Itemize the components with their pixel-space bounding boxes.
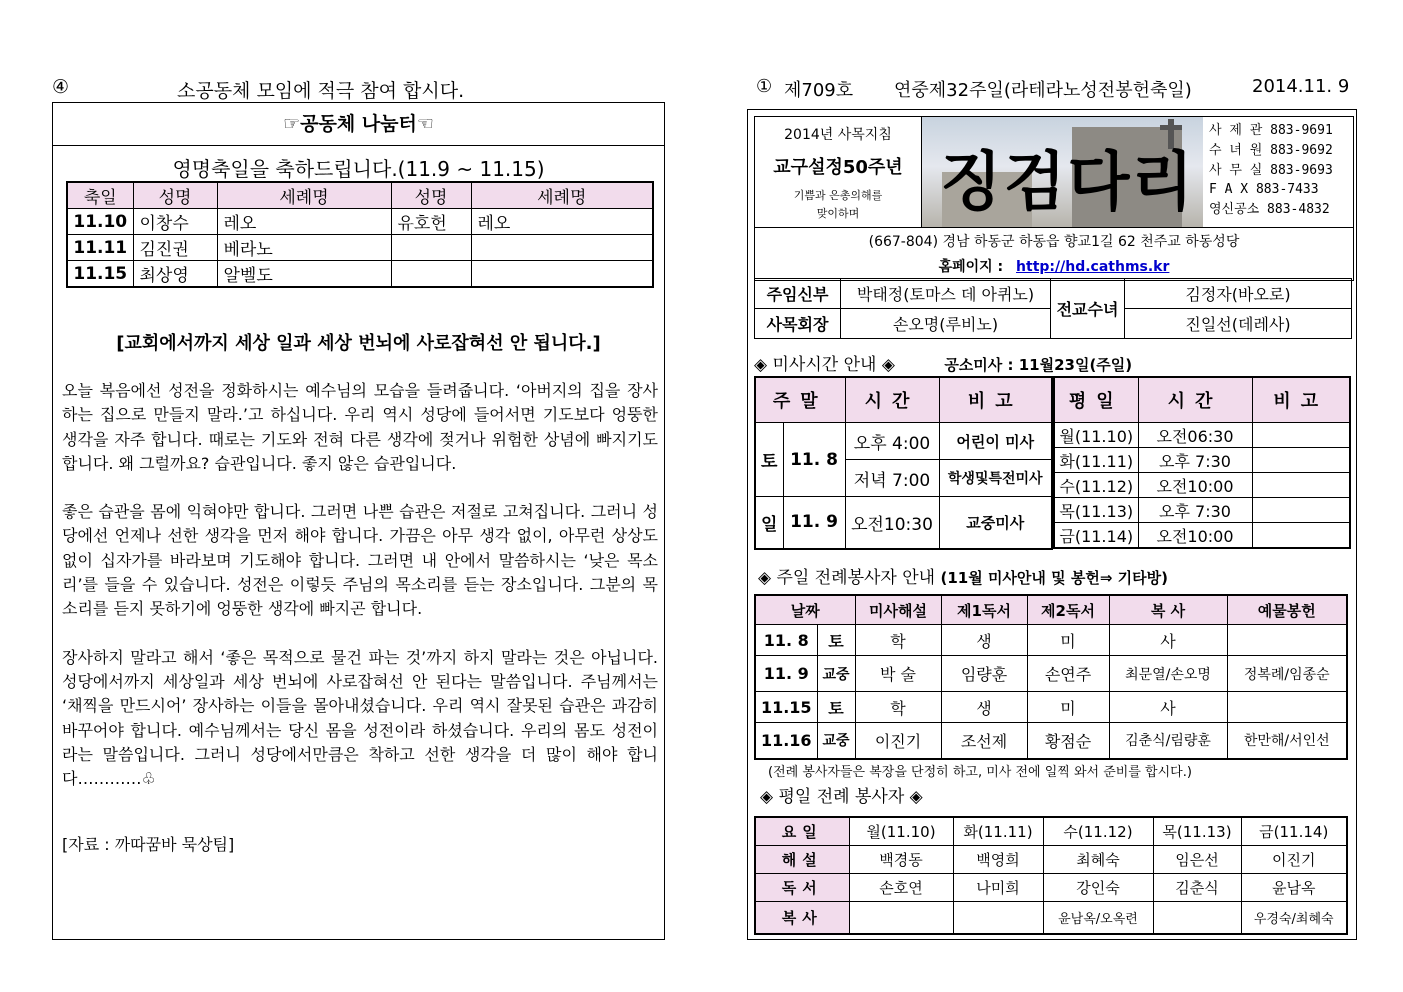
table-header-cell: 시간 bbox=[845, 377, 939, 423]
table-cell: 11. 8 bbox=[755, 625, 817, 656]
left-page-frame bbox=[52, 102, 665, 940]
table-row bbox=[1054, 423, 1350, 448]
table-cell bbox=[471, 261, 653, 288]
cross-icon bbox=[1160, 125, 1182, 130]
table-cell: 황점순 bbox=[1027, 723, 1109, 759]
table-cell: 베라노 bbox=[217, 235, 391, 261]
table-cell: 교중 bbox=[817, 723, 855, 759]
table-header-cell: 월(11.10) bbox=[849, 817, 953, 846]
table-cell: 김춘식 bbox=[1153, 874, 1241, 902]
table-cell: 임은선 bbox=[1153, 846, 1241, 874]
weekday-mass-table bbox=[1053, 376, 1351, 549]
table-cell: 윤남옥 bbox=[1241, 874, 1347, 902]
table-cell bbox=[1227, 692, 1347, 723]
table-cell: 최상영 bbox=[133, 261, 217, 288]
reflection-source: [자료 : 까따꿈바 묵상팀] bbox=[62, 835, 235, 854]
table-header-cell: 시간 bbox=[1138, 377, 1252, 423]
newsletter-nameplate: 징검다리 bbox=[940, 145, 1196, 220]
sunday-servers-note: (11월 미사안내 및 봉헌⇒ 기타방) bbox=[940, 569, 1168, 587]
table-header-row bbox=[755, 595, 1347, 625]
reflection-paragraph: 좋은 습관을 몸에 익혀야만 합니다. 그러면 나쁜 습관은 저절로 고쳐집니다. 그러니 성당에선 언제나 선한 생각을 먼저 해야 합니다. 가끔은 아무 생각 없이, 아무런 상상도 없이 십자가를 바라보며 기도해야 합니다. 그러면 내 안에서 말씀하시는 ‘낮은 목소리’를 들을 수 있습니다. 성전은 이렇듯 주님의 목소리를 듣는 장소입니다. 그분의 목소리를 듣지 못하기에 엉뚱한 생각에 빠지곤 합니다. bbox=[62, 502, 658, 619]
table-header-cell: 복 사 bbox=[1109, 595, 1227, 625]
table-cell: 오전10:00 bbox=[1138, 473, 1252, 498]
table-cell: 11.10 bbox=[67, 209, 133, 235]
reflection-title: [교회에서까지 세상 일과 세상 번뇌에 사로잡혀선 안 됩니다.] bbox=[116, 333, 601, 354]
mass-schedule-heading: ◈ 미사시간 안내 ◈ bbox=[754, 355, 895, 375]
table-cell: 전교수녀 bbox=[1051, 279, 1125, 339]
right-page-header bbox=[756, 76, 1356, 102]
left-page-number: ④ bbox=[52, 76, 70, 98]
address-block bbox=[754, 226, 1354, 281]
table-header-row bbox=[755, 817, 1347, 846]
table-cell: 교중미사 bbox=[939, 497, 1052, 549]
table-cell: 손오명(루비노) bbox=[841, 309, 1051, 339]
table-header-row bbox=[755, 377, 1052, 423]
table-cell: 조선제 bbox=[941, 723, 1027, 759]
reflection-body bbox=[62, 379, 658, 815]
table-cell: 김춘식/림량훈 bbox=[1109, 723, 1227, 759]
feast-day-title: 영명축일을 축하드립니다.(11.9 ~ 11.15) bbox=[172, 157, 545, 181]
table-cell: 생 bbox=[941, 692, 1027, 723]
table-cell: 한만해/서인선 bbox=[1227, 723, 1347, 759]
table-row bbox=[755, 723, 1347, 759]
table-cell: 알벨도 bbox=[217, 261, 391, 288]
table-cell: 박 술 bbox=[855, 656, 941, 692]
table-cell: 백경동 bbox=[849, 846, 953, 874]
table-cell: 유호헌 bbox=[391, 209, 471, 235]
right-page-number: ① bbox=[756, 76, 773, 97]
table-cell: 윤남옥/오옥련 bbox=[1043, 902, 1153, 934]
contact-line: 수 녀 원 883-9692 bbox=[1209, 142, 1333, 158]
table-cell: 사 bbox=[1109, 625, 1227, 656]
table-cell: 진일선(데레사) bbox=[1125, 309, 1352, 339]
table-cell: 학 bbox=[855, 625, 941, 656]
homepage-label: 홈페이지 : bbox=[938, 259, 1004, 275]
table-header-cell: 미사해설 bbox=[855, 595, 941, 625]
table-cell: 토 bbox=[755, 423, 783, 497]
parish-address: (667-804) 경남 하동군 하동읍 향교1길 62 천주교 하동성당 bbox=[868, 234, 1240, 250]
table-cell bbox=[1252, 473, 1350, 498]
table-header-cell: 비고 bbox=[939, 377, 1052, 423]
table-cell: 월(11.10) bbox=[1054, 423, 1138, 448]
table-cell: 오후 7:30 bbox=[1138, 448, 1252, 473]
table-cell: 해설 bbox=[755, 846, 849, 874]
table-cell: 일 bbox=[755, 497, 783, 549]
mission-mass-note: 공소미사 : 11월23일(주일) bbox=[944, 356, 1133, 374]
table-cell: 교중 bbox=[817, 656, 855, 692]
table-cell: 미 bbox=[1027, 625, 1109, 656]
table-header-cell: 화(11.11) bbox=[953, 817, 1043, 846]
table-cell: 사목회장 bbox=[755, 309, 841, 339]
table-cell: 우경숙/최혜숙 bbox=[1241, 902, 1347, 934]
table-cell: 손연주 bbox=[1027, 656, 1109, 692]
table-row bbox=[67, 209, 653, 235]
table-row bbox=[755, 902, 1347, 934]
table-cell: 11.16 bbox=[755, 723, 817, 759]
table-header-cell: 주말 bbox=[755, 377, 845, 423]
table-cell: 금(11.14) bbox=[1054, 523, 1138, 549]
table-cell: 어린이 미사 bbox=[939, 423, 1052, 460]
table-cell: 김진권 bbox=[133, 235, 217, 261]
table-cell: 미 bbox=[1027, 692, 1109, 723]
table-cell: 수(11.12) bbox=[1054, 473, 1138, 498]
table-cell bbox=[1252, 448, 1350, 473]
contact-list bbox=[1209, 121, 1353, 220]
table-row bbox=[755, 874, 1347, 902]
homepage-line bbox=[755, 256, 1353, 276]
contact-line: 사 무 실 883-9693 bbox=[1209, 162, 1333, 178]
table-cell: 저녁 7:00 bbox=[845, 460, 939, 497]
motto-sub: 기쁨과 은총의해를 bbox=[793, 189, 883, 202]
church-photo bbox=[922, 117, 1203, 227]
table-cell: 레오 bbox=[217, 209, 391, 235]
table-header-cell: 목(11.13) bbox=[1153, 817, 1241, 846]
table-cell: 11. 8 bbox=[783, 423, 845, 497]
table-cell bbox=[953, 902, 1043, 934]
table-cell: 박태정(토마스 데 아퀴노) bbox=[841, 279, 1051, 309]
table-cell: 토 bbox=[817, 692, 855, 723]
table-cell bbox=[471, 235, 653, 261]
servers-footnote: (전례 봉사자들은 복장을 단정히 하고, 미사 전에 일찍 와서 준비를 합시다.) bbox=[768, 765, 1192, 780]
table-row bbox=[755, 279, 1352, 309]
table-header-cell: 날짜 bbox=[755, 595, 855, 625]
table-header-cell: 성명 bbox=[391, 182, 471, 209]
homepage-link[interactable]: http://hd.cathms.kr bbox=[1016, 259, 1170, 275]
table-cell bbox=[391, 261, 471, 288]
feast-day-table bbox=[66, 181, 654, 288]
weekday-servers-title: ◈ 평일 전례 봉사자 ◈ bbox=[760, 787, 923, 807]
table-header-cell: 비고 bbox=[1252, 377, 1350, 423]
table-cell: 목(11.13) bbox=[1054, 498, 1138, 523]
table-cell: 최문열/손오명 bbox=[1109, 656, 1227, 692]
table-cell: 11.15 bbox=[67, 261, 133, 288]
table-cell: 최혜숙 bbox=[1043, 846, 1153, 874]
table-row bbox=[1054, 473, 1350, 498]
weekend-mass-table bbox=[754, 376, 1053, 550]
table-cell: 오전10:30 bbox=[845, 497, 939, 549]
table-row bbox=[755, 656, 1347, 692]
table-cell: 사 bbox=[1109, 692, 1227, 723]
table-cell: 이진기 bbox=[855, 723, 941, 759]
left-page-header bbox=[52, 76, 664, 102]
contact-line: 영신공소 883-4832 bbox=[1209, 202, 1330, 218]
pastoral-motto bbox=[755, 117, 922, 227]
table-header-cell: 성명 bbox=[133, 182, 217, 209]
table-cell: 김정자(바오로) bbox=[1125, 279, 1352, 309]
table-header-row bbox=[67, 182, 653, 209]
table-cell bbox=[391, 235, 471, 261]
motto-anniversary: 교구설정50주년 bbox=[773, 157, 903, 178]
sunday-servers-table bbox=[754, 594, 1348, 760]
table-header-cell: 제1독서 bbox=[941, 595, 1027, 625]
table-cell: 레오 bbox=[471, 209, 653, 235]
reflection-paragraph: 장사하지 말라고 해서 ‘좋은 목적으로 물건 파는 것’까지 하지 말라는 것은 아닙니다. 성당에서까지 세상일과 세상 번뇌에 사로잡혀선 안 된다는 말씀입니다. 주님께서는 ‘채찍을 만드시어’ 장사하는 이들을 몰아내셨습니다. 우리 역시 잘못된 습관은 과감히 바꾸어야 합니다. 예수님께서는 당신 몸을 성전이라 하셨습니다. 우리의 몸도 성전이라는 말씀입니다. 그러니 성당에서만큼은 착하고 선한 생각을 더 많이 해야 합니다…………♧ bbox=[62, 647, 658, 789]
table-cell bbox=[1153, 902, 1241, 934]
sunday-servers-title bbox=[758, 563, 1168, 588]
mass-schedule-title bbox=[754, 350, 1354, 375]
table-row bbox=[755, 423, 1052, 460]
issue-date: 2014.11. 9 bbox=[1252, 76, 1350, 97]
community-section-title: ☞공동체 나눔터☜ bbox=[53, 103, 664, 146]
motto-year: 2014년 사목지침 bbox=[784, 127, 892, 143]
table-cell bbox=[1252, 423, 1350, 448]
table-cell: 오전06:30 bbox=[1138, 423, 1252, 448]
motto-sub: 맞이하며 bbox=[816, 207, 860, 220]
table-row bbox=[755, 692, 1347, 723]
table-cell: 강인숙 bbox=[1043, 874, 1153, 902]
table-cell: 토 bbox=[817, 625, 855, 656]
table-cell bbox=[849, 902, 953, 934]
table-cell: 오후 7:30 bbox=[1138, 498, 1252, 523]
table-cell bbox=[1252, 523, 1350, 549]
table-cell: 독서 bbox=[755, 874, 849, 902]
table-row bbox=[1054, 448, 1350, 473]
table-header-row bbox=[1054, 377, 1350, 423]
table-cell: 학생및특전미사 bbox=[939, 460, 1052, 497]
table-header-cell: 세례명 bbox=[217, 182, 391, 209]
table-cell bbox=[1227, 625, 1347, 656]
reflection-paragraph: 오늘 복음에선 성전을 정화하시는 예수님의 모습을 들려줍니다. ‘아버지의 집을 장사하는 집으로 만들지 말라.’고 하십니다. 우리 역시 성당에 들어서면 기도보다 엉뚱한 생각을 자주 합니다. 때로는 기도와 전혀 다른 생각에 젖거나 위험한 상념에 빠지기도 합니다. 왜 그럴까요? 습관입니다. 좋지 않은 습관입니다. bbox=[62, 381, 658, 473]
table-cell: 이진기 bbox=[1241, 846, 1347, 874]
table-row bbox=[755, 497, 1052, 549]
table-cell: 임량훈 bbox=[941, 656, 1027, 692]
contact-line: 사 제 관 883-9691 bbox=[1209, 123, 1333, 138]
table-header-cell: 금(11.14) bbox=[1241, 817, 1347, 846]
table-header-cell: 수(11.12) bbox=[1043, 817, 1153, 846]
table-header-cell: 축일 bbox=[67, 182, 133, 209]
contact-line: F A X 883-7433 bbox=[1209, 182, 1319, 198]
table-row bbox=[1054, 498, 1350, 523]
liturgical-title: 연중제32주일(라테라노성전봉헌축일) bbox=[894, 80, 1192, 101]
table-header-cell: 예물봉헌 bbox=[1227, 595, 1347, 625]
table-cell: 11. 9 bbox=[783, 497, 845, 549]
masthead bbox=[754, 116, 1354, 228]
table-cell: 학 bbox=[855, 692, 941, 723]
table-row bbox=[755, 625, 1347, 656]
weekday-servers-table bbox=[754, 816, 1348, 935]
sunday-servers-heading: ◈ 주일 전례봉사자 안내 bbox=[758, 568, 936, 588]
issue-number: 제709호 bbox=[784, 80, 854, 101]
right-page-frame bbox=[747, 109, 1357, 940]
left-page-motto: 소공동체 모임에 적극 참여 합시다. bbox=[177, 80, 465, 102]
table-cell: 복사 bbox=[755, 902, 849, 934]
table-header-cell: 평일 bbox=[1054, 377, 1138, 423]
table-cell: 오전10:00 bbox=[1138, 523, 1252, 549]
table-cell: 손호연 bbox=[849, 874, 953, 902]
table-header-cell: 요일 bbox=[755, 817, 849, 846]
table-row bbox=[67, 261, 653, 288]
table-row bbox=[1054, 523, 1350, 549]
table-cell: 생 bbox=[941, 625, 1027, 656]
staff-table bbox=[754, 278, 1352, 339]
table-cell: 나미희 bbox=[953, 874, 1043, 902]
table-header-cell: 세례명 bbox=[471, 182, 653, 209]
table-cell: 백영희 bbox=[953, 846, 1043, 874]
table-cell: 정복례/임종순 bbox=[1227, 656, 1347, 692]
table-cell: 이창수 bbox=[133, 209, 217, 235]
table-row bbox=[67, 235, 653, 261]
table-header-cell: 제2독서 bbox=[1027, 595, 1109, 625]
table-cell: 화(11.11) bbox=[1054, 448, 1138, 473]
table-cell: 주임신부 bbox=[755, 279, 841, 309]
table-row bbox=[755, 846, 1347, 874]
table-cell bbox=[1252, 498, 1350, 523]
table-cell: 11.11 bbox=[67, 235, 133, 261]
table-cell: 11.15 bbox=[755, 692, 817, 723]
table-cell: 11. 9 bbox=[755, 656, 817, 692]
table-cell: 오후 4:00 bbox=[845, 423, 939, 460]
